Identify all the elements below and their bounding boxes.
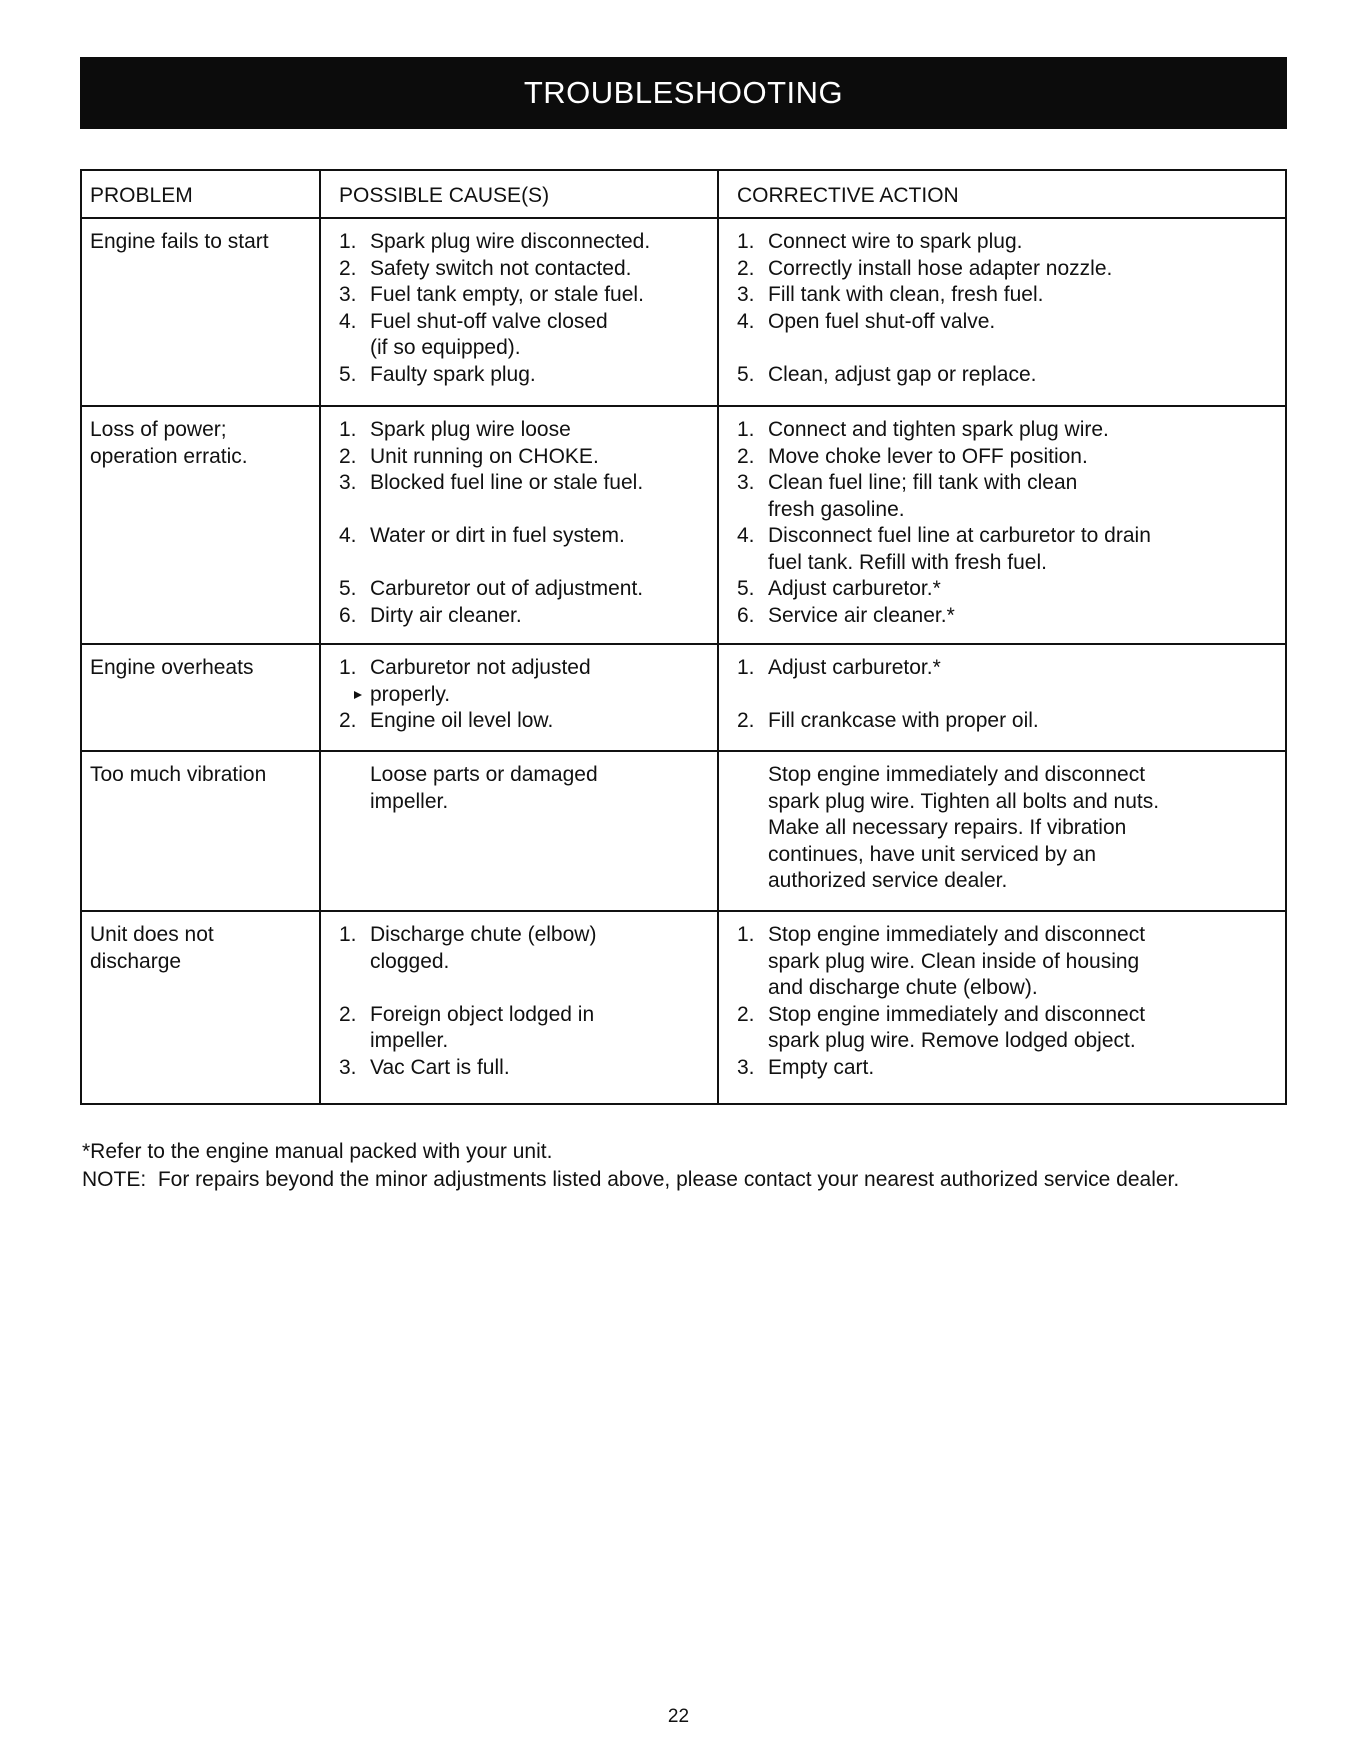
item-number: 4.	[737, 309, 755, 333]
item-text: Dirty air cleaner.	[370, 603, 522, 627]
list-item	[737, 444, 1277, 471]
action-text: Make all necessary repairs. If vibration	[768, 816, 1127, 839]
list-item	[339, 229, 709, 256]
item-text-continued: spark plug wire. Clean inside of housing	[768, 949, 1140, 973]
item-text: Water or dirt in fuel system.	[370, 524, 625, 547]
list-item	[339, 470, 709, 497]
action-text: authorized service dealer.	[768, 869, 1008, 892]
table-row	[81, 751, 1286, 911]
engine-manual-footnote: *Refer to the engine manual packed with your unit.	[82, 1140, 553, 1163]
item-text: Open fuel shut-off valve.	[768, 309, 996, 333]
action-cell	[718, 218, 1286, 406]
item-number: 2.	[339, 709, 357, 732]
table-header-row	[81, 170, 1286, 218]
item-text: Clean fuel line; fill tank with clean	[768, 471, 1078, 494]
problem-line: Engine fails to start	[90, 230, 269, 253]
item-number: 2.	[737, 1002, 755, 1026]
list-item	[339, 417, 709, 444]
list-item	[737, 1055, 1277, 1082]
item-number: 1.	[339, 923, 357, 946]
item-text: Safety switch not contacted.	[370, 256, 632, 280]
arrow-bullet-icon	[354, 691, 362, 699]
header-causes: POSSIBLE CAUSE(S)	[320, 170, 718, 218]
item-number: 2.	[339, 444, 357, 468]
list-item	[737, 470, 1277, 497]
item-text: Adjust carburetor.*	[768, 656, 941, 679]
problem-line: Too much vibration	[90, 763, 267, 786]
item-number: 2.	[737, 444, 755, 468]
item-number: 2.	[737, 256, 755, 280]
page-title: TROUBLESHOOTING	[80, 57, 1287, 129]
item-number: 6.	[339, 603, 357, 627]
problem-cell	[81, 911, 320, 1104]
item-number: 1.	[339, 656, 357, 679]
item-text: Fuel tank empty, or stale fuel.	[370, 283, 644, 306]
problem-line: discharge	[90, 949, 182, 973]
item-text: Adjust carburetor.*	[768, 577, 941, 600]
item-number: 1.	[737, 656, 755, 679]
item-number: 2.	[737, 709, 755, 732]
problem-line: operation erratic.	[90, 444, 248, 468]
item-text: Stop engine immediately and disconnect	[768, 1002, 1146, 1026]
item-text: Unit running on CHOKE.	[370, 444, 599, 468]
list-item	[737, 229, 1277, 256]
list-item	[339, 256, 709, 283]
problem-cell	[81, 406, 320, 644]
item-text-continued: fuel tank. Refill with fresh fuel.	[768, 550, 1047, 574]
item-text: Fuel shut-off valve closed	[370, 309, 608, 333]
item-text-continued: (if so equipped).	[370, 336, 521, 359]
table-row	[81, 406, 1286, 644]
item-text: Spark plug wire loose	[370, 418, 571, 441]
table-row	[81, 644, 1286, 751]
cause-cell	[320, 911, 718, 1104]
item-text: Disconnect fuel line at carburetor to drain	[768, 524, 1151, 547]
list-item	[339, 1002, 709, 1029]
action-cell	[718, 751, 1286, 911]
cause-text: impeller.	[370, 789, 449, 813]
list-item	[339, 655, 709, 682]
problem-line: Loss of power;	[90, 418, 227, 441]
cause-text: Loose parts or damaged	[370, 763, 598, 786]
problem-cell	[81, 644, 320, 751]
service-note: NOTE: For repairs beyond the minor adjustments listed above, please contact your nearest authorized service dealer.	[82, 1168, 1180, 1191]
item-number: 3.	[339, 1055, 357, 1079]
item-text: Move choke lever to OFF position.	[768, 444, 1088, 468]
item-number: 1.	[737, 923, 755, 946]
action-text: Stop engine immediately and disconnect	[768, 763, 1146, 786]
list-item	[737, 309, 1277, 336]
item-text: Service air cleaner.*	[768, 603, 955, 627]
item-number: 2.	[339, 256, 357, 280]
item-text-continued: and discharge chute (elbow).	[768, 976, 1038, 999]
item-text: Vac Cart is full.	[370, 1055, 510, 1079]
item-text-continued: fresh gasoline.	[768, 497, 905, 521]
list-item	[339, 444, 709, 471]
list-item	[737, 282, 1277, 309]
item-number: 4.	[339, 524, 357, 547]
list-item	[339, 922, 709, 949]
footnotes	[82, 1138, 1179, 1194]
table-row	[81, 218, 1286, 406]
item-text: Empty cart.	[768, 1055, 875, 1079]
problem-cell	[81, 218, 320, 406]
header-actions: CORRECTIVE ACTION	[718, 170, 1286, 218]
item-number: 5.	[339, 577, 357, 600]
item-number: 1.	[737, 230, 755, 253]
list-item	[737, 576, 1277, 603]
troubleshooting-table	[80, 169, 1287, 1105]
header-problem: PROBLEM	[81, 170, 320, 218]
item-text: Foreign object lodged in	[370, 1002, 595, 1026]
list-item	[339, 282, 709, 309]
item-text: Carburetor not adjusted	[370, 656, 591, 679]
action-text: spark plug wire. Tighten all bolts and nuts.	[768, 789, 1160, 813]
item-text: Fill crankcase with proper oil.	[768, 709, 1039, 732]
list-item	[339, 708, 709, 735]
item-number: 5.	[737, 362, 755, 386]
list-item	[339, 523, 709, 550]
item-number: 1.	[339, 418, 357, 441]
item-number: 4.	[737, 524, 755, 547]
item-number: 4.	[339, 309, 357, 333]
item-text: Correctly install hose adapter nozzle.	[768, 256, 1113, 280]
item-number: 3.	[339, 471, 357, 494]
item-number: 3.	[737, 1055, 755, 1079]
list-item	[737, 1002, 1277, 1029]
item-number: 2.	[339, 1002, 357, 1026]
item-number: 5.	[737, 577, 755, 600]
problem-line: Engine overheats	[90, 656, 254, 679]
item-text: Fill tank with clean, fresh fuel.	[768, 283, 1044, 306]
list-item	[339, 309, 709, 336]
cause-cell	[320, 644, 718, 751]
item-text: Carburetor out of adjustment.	[370, 577, 644, 600]
item-number: 3.	[339, 283, 357, 306]
list-item	[339, 362, 709, 389]
list-item	[737, 603, 1277, 630]
list-item	[737, 362, 1277, 389]
item-text: Faulty spark plug.	[370, 362, 536, 386]
item-text: properly.	[370, 682, 451, 706]
problem-cell	[81, 751, 320, 911]
item-text-continued: spark plug wire. Remove lodged object.	[768, 1029, 1136, 1052]
item-number: 3.	[737, 471, 755, 494]
item-text: Connect and tighten spark plug wire.	[768, 418, 1109, 441]
cause-cell	[320, 406, 718, 644]
action-cell	[718, 911, 1286, 1104]
list-item	[339, 603, 709, 630]
item-text: Spark plug wire disconnected.	[370, 230, 651, 253]
item-text: Engine oil level low.	[370, 709, 554, 732]
item-text: Discharge chute (elbow)	[370, 923, 597, 946]
action-cell	[718, 406, 1286, 644]
list-item	[737, 655, 1277, 682]
item-number: 1.	[339, 230, 357, 253]
list-item	[737, 708, 1277, 735]
problem-line: Unit does not	[90, 923, 214, 946]
list-item	[737, 256, 1277, 283]
list-item	[737, 922, 1277, 949]
cause-cell	[320, 218, 718, 406]
item-number: 1.	[737, 418, 755, 441]
item-text: Clean, adjust gap or replace.	[768, 362, 1037, 386]
item-text: Stop engine immediately and disconnect	[768, 923, 1146, 946]
item-text: Connect wire to spark plug.	[768, 230, 1023, 253]
list-item	[339, 1055, 709, 1082]
list-item	[737, 523, 1277, 550]
action-cell	[718, 644, 1286, 751]
item-text-continued	[339, 682, 709, 709]
item-text-continued: clogged.	[370, 949, 450, 973]
item-text-continued: impeller.	[370, 1029, 449, 1052]
cause-cell	[320, 751, 718, 911]
item-number: 5.	[339, 362, 357, 386]
list-item	[737, 417, 1277, 444]
item-number: 3.	[737, 283, 755, 306]
list-item	[339, 576, 709, 603]
action-text: continues, have unit serviced by an	[768, 842, 1097, 866]
page-number: 22	[667, 1706, 690, 1727]
item-text: Blocked fuel line or stale fuel.	[370, 471, 644, 494]
table-row	[81, 911, 1286, 1104]
item-number: 6.	[737, 603, 755, 627]
